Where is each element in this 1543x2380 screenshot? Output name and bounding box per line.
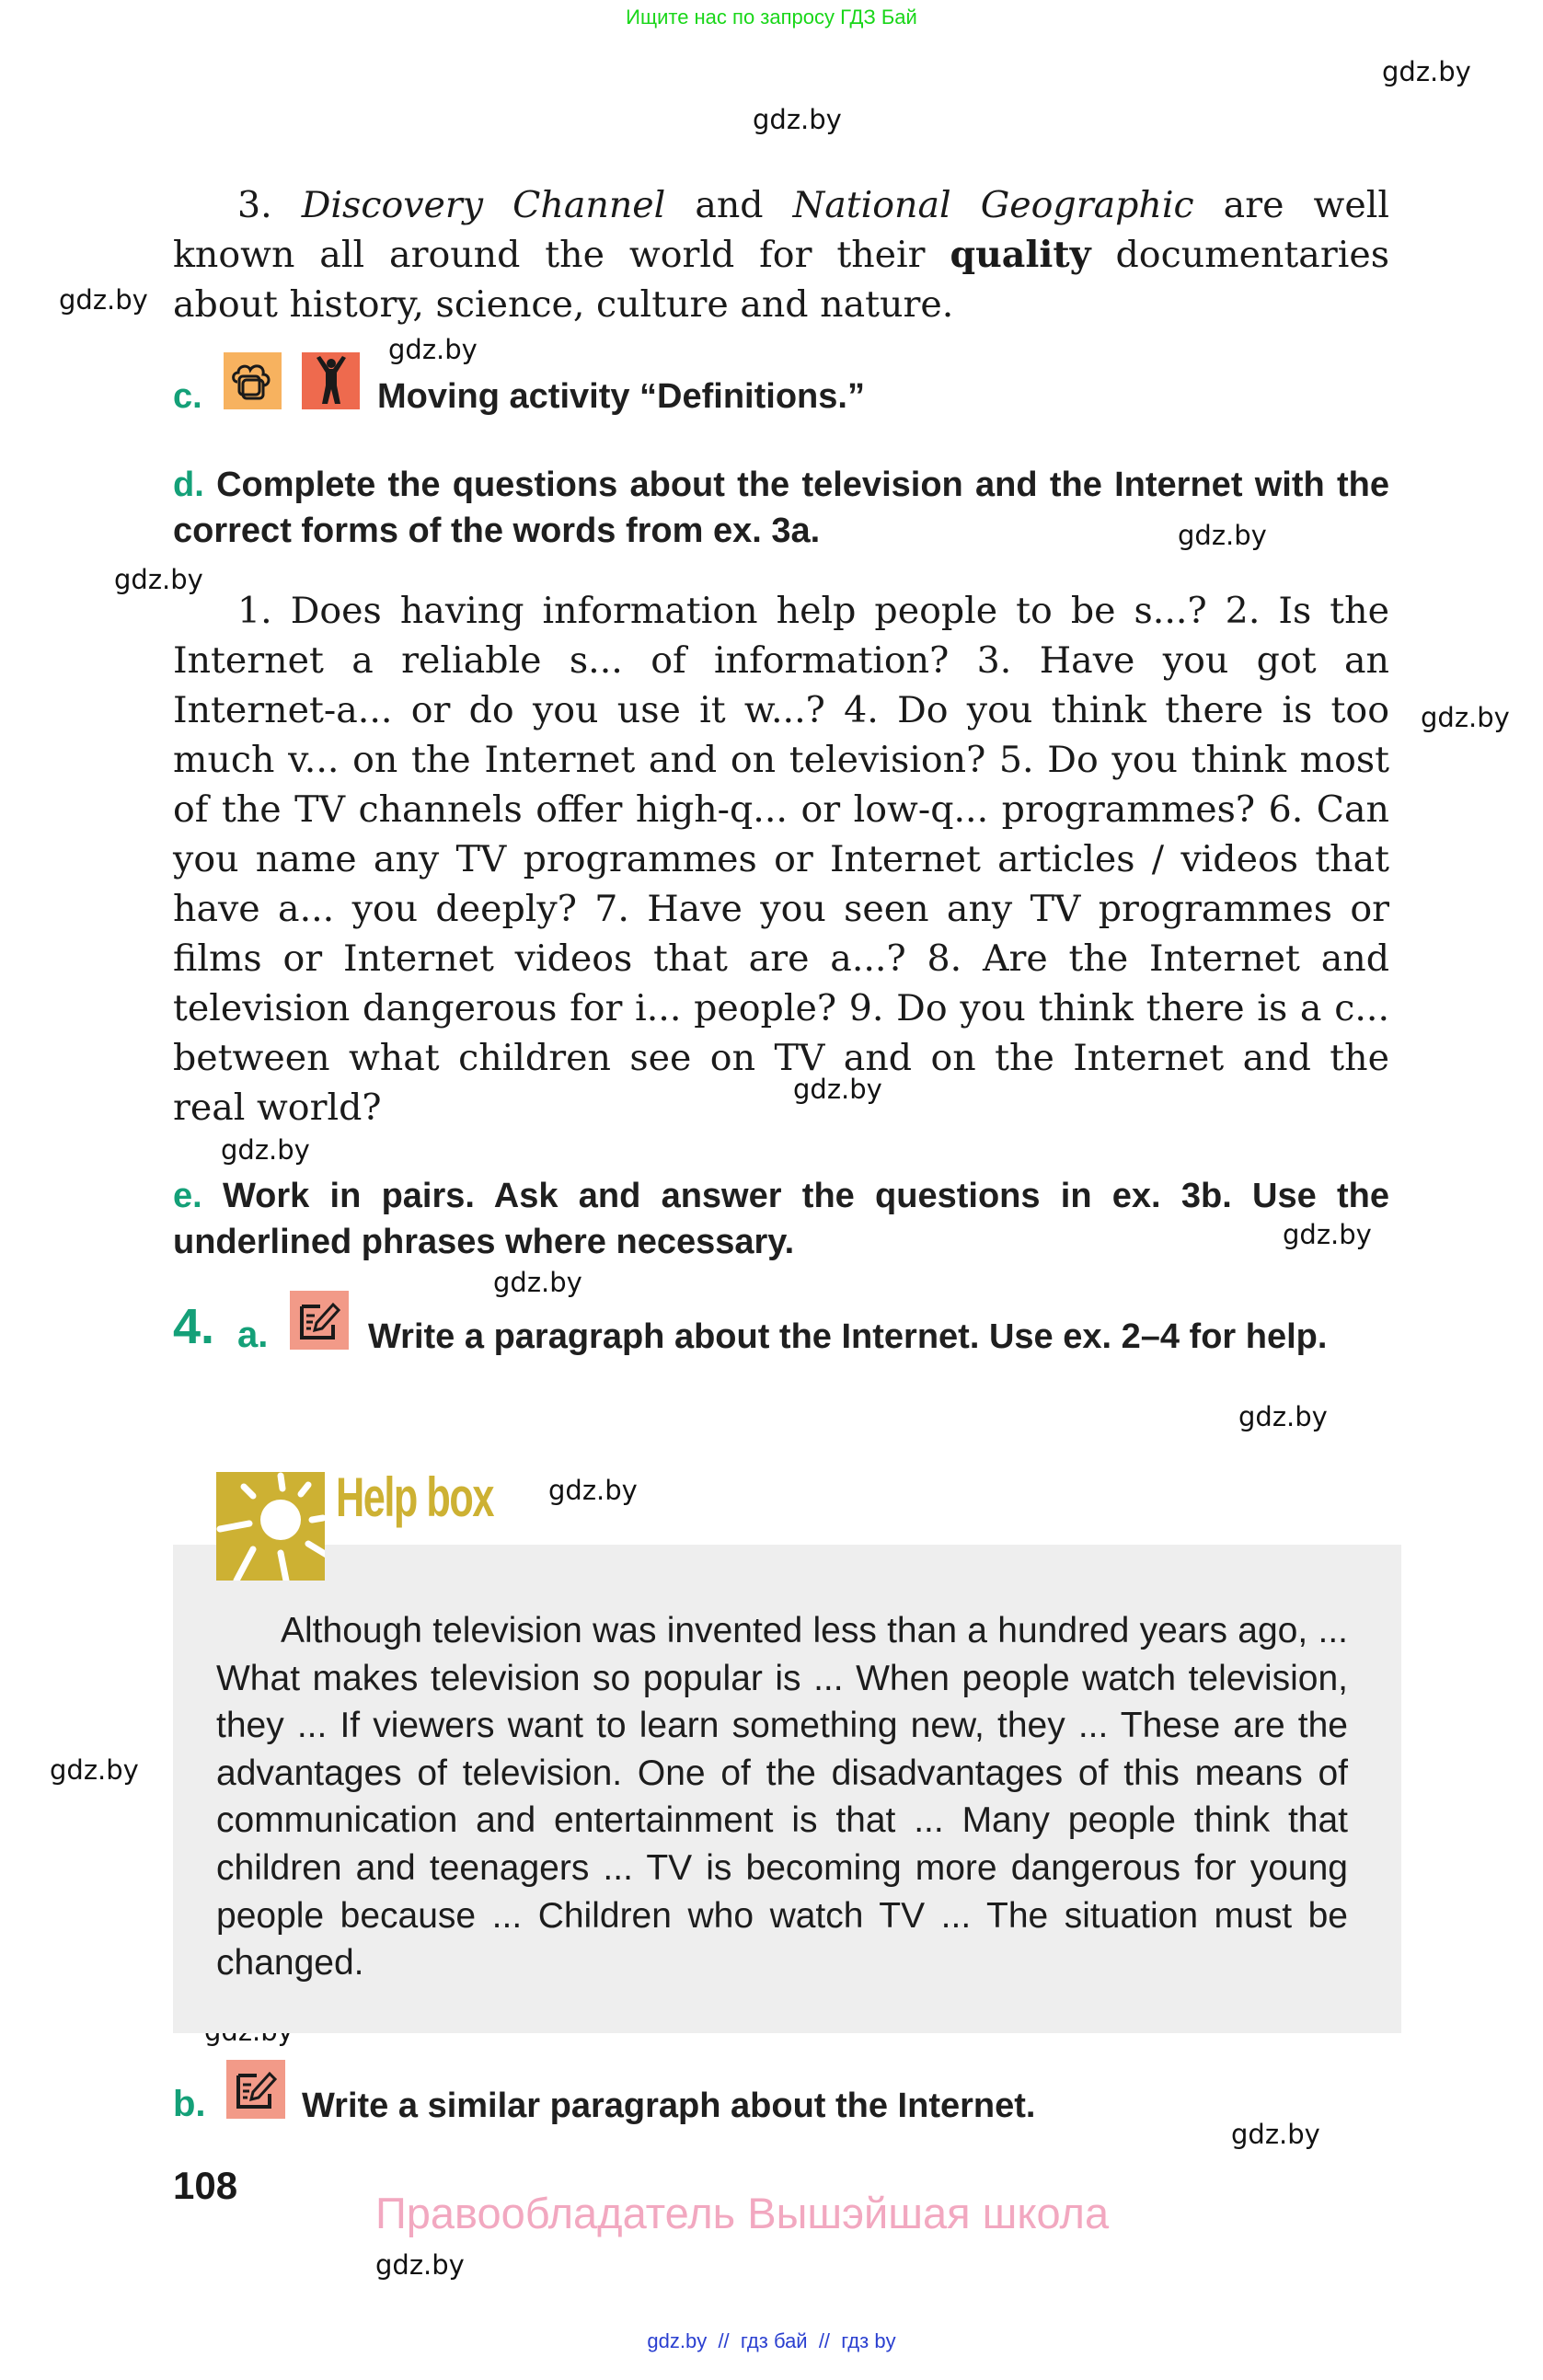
help-box-body: Although television was invented less than a hundred years ago, ... What makes television so popular is ... When people watch television, they ... If viewers want to learn something new, they ... These are the advantages of television. One of the disadvantages of this means of communication and entertainment is that ... Many people think that children and teenagers ... TV is becoming more dangerous for young people because ... Children who watch TV ... The situation must be changed. bbox=[216, 1611, 1348, 1983]
questions-paragraph bbox=[173, 586, 1389, 1133]
task-letter: e. bbox=[173, 1177, 202, 1215]
item-number: 3. bbox=[237, 184, 272, 226]
task-letter: b. bbox=[173, 2084, 206, 2124]
sun-icon bbox=[216, 1472, 325, 1581]
watermark: gdz.by bbox=[1382, 56, 1471, 87]
task-c-text: Moving activity “Definitions.” bbox=[377, 377, 865, 416]
page-number: 108 bbox=[173, 2164, 238, 2207]
watermark: gdz.by bbox=[388, 334, 478, 365]
watermark: gdz.by bbox=[114, 564, 203, 595]
watermark: gdz.by bbox=[221, 1134, 310, 1166]
help-box-text bbox=[216, 1607, 1348, 1987]
top-banner: Ищите нас по запросу ГДЗ Бай bbox=[626, 6, 917, 29]
task-c bbox=[173, 374, 202, 420]
task-d-text: Complete the questions about the television and the Internet with the correct forms of the words from ex. 3a. bbox=[173, 466, 1390, 550]
task-e bbox=[173, 1173, 1389, 1265]
footer-links[interactable]: gdz.by // гдз бай // гдз by bbox=[647, 2329, 896, 2352]
group-work-icon bbox=[224, 352, 282, 409]
exercise-number: 4. bbox=[173, 1299, 215, 1354]
writing-icon bbox=[226, 2060, 285, 2119]
watermark: gdz.by bbox=[548, 1475, 638, 1506]
watermark: gdz.by bbox=[793, 1074, 882, 1105]
watermark: gdz.by bbox=[1178, 520, 1267, 551]
moving-activity-icon bbox=[302, 352, 360, 409]
questions-text: 1. Does having information help people to be s...? 2. Is the Internet a reliable s... of information? 3. Have you got an Internet-a... or do you use it w...? 4. Do you think there is too much v... on the Internet and on television? 5. Do you think most of the TV channels offer high-q... or low-q... programmes? 6. Can you name any TV programmes or Internet articles / videos that have a... you deeply? 7. Have you seen any TV programmes or films or Internet videos that are a...? 8. Are the Internet and television dangerous for i... people? 9. Do you think there is a c... between what children see on TV and on the Internet and the real world? bbox=[173, 590, 1389, 1129]
rights-holder: Правообладатель Вышэйшая школа bbox=[375, 2189, 1110, 2237]
task-4a bbox=[173, 1314, 1389, 1360]
text-segment: documentaries about history, science, culture and nature. bbox=[173, 234, 1389, 326]
italic-title-1: Discovery Channel bbox=[301, 184, 666, 226]
task-e-text: Work in pairs. Ask and answer the questions in ex. 3b. Use the underlined phrases where necessary. bbox=[173, 1177, 1389, 1261]
item-3-paragraph bbox=[173, 180, 1389, 329]
bold-word: quality bbox=[950, 234, 1091, 276]
help-box-title: Help box bbox=[336, 1466, 493, 1528]
task-4b-text: Write a similar paragraph about the Internet. bbox=[302, 2087, 1036, 2125]
watermark: gdz.by bbox=[59, 284, 148, 316]
watermark: gdz.by bbox=[1283, 1219, 1372, 1250]
watermark: gdz.by bbox=[375, 2249, 465, 2281]
task-d bbox=[173, 462, 1389, 554]
text-segment: and bbox=[665, 184, 793, 226]
task-letter: d. bbox=[173, 466, 204, 504]
italic-title-2: National Geographic bbox=[792, 184, 1194, 226]
task-letter: a. bbox=[237, 1315, 269, 1355]
watermark: gdz.by bbox=[753, 104, 842, 135]
task-4a-text: Write a paragraph about the Internet. Use ex. 2–4 for help. bbox=[368, 1317, 1328, 1356]
text-segment: are well known all around the world for their bbox=[173, 184, 1389, 276]
watermark: gdz.by bbox=[1421, 702, 1510, 733]
watermark: gdz.by bbox=[1238, 1401, 1328, 1432]
watermark: gdz.by bbox=[1231, 2119, 1320, 2150]
watermark: gdz.by bbox=[493, 1267, 582, 1298]
task-letter: c. bbox=[173, 377, 202, 416]
watermark: gdz.by bbox=[50, 1754, 139, 1786]
